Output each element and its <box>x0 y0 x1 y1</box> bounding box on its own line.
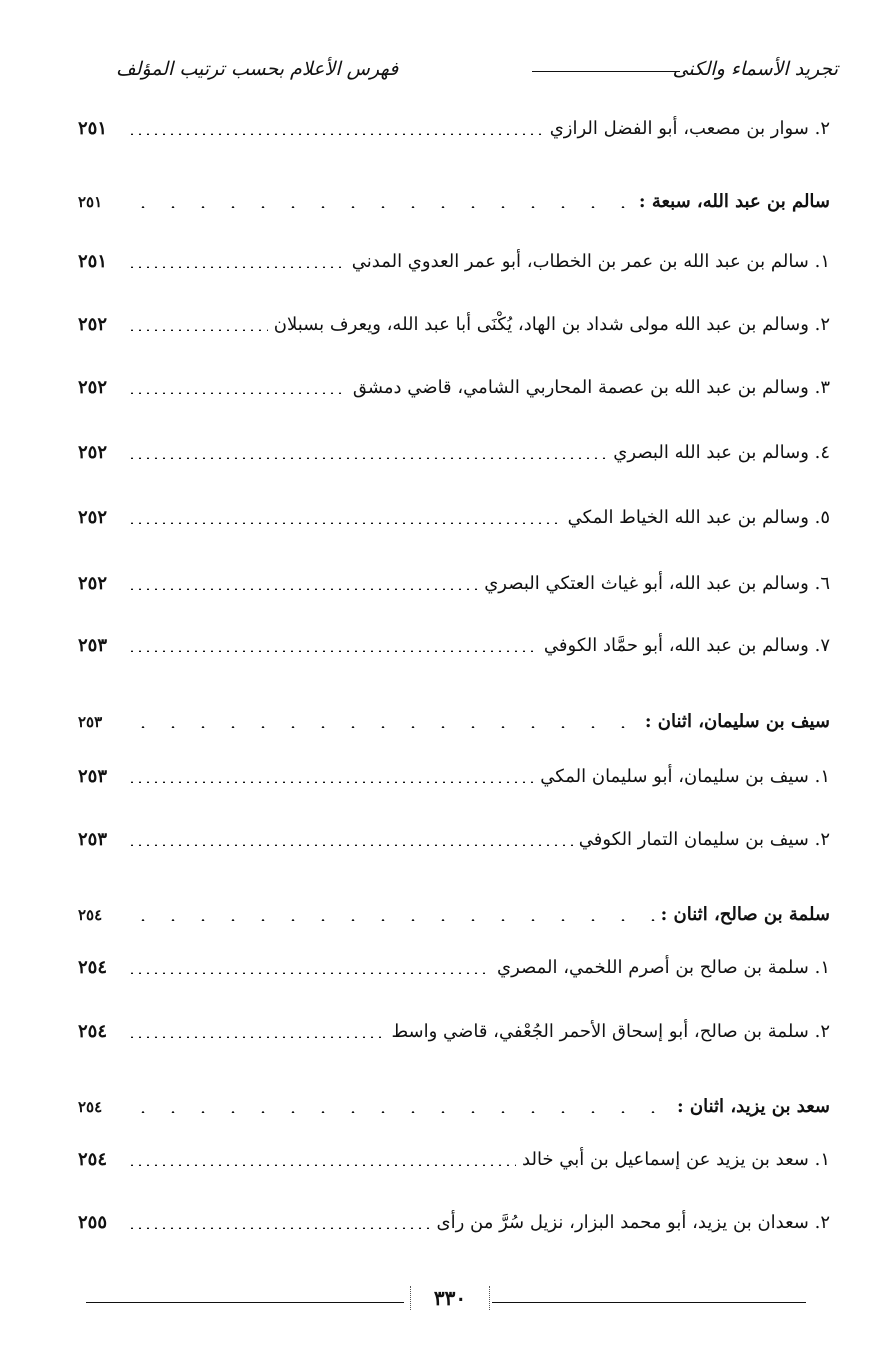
entry-page: ٢٥٤ <box>78 957 108 978</box>
dot-leader <box>128 1111 671 1113</box>
entry-page: ٢٥٢ <box>78 507 108 528</box>
entry-page: ٢٥٤ <box>78 1021 108 1042</box>
index-entry <box>78 1201 830 1235</box>
dot-leader <box>128 266 346 268</box>
header-rule <box>532 71 680 72</box>
entry-page: ٢٥٢ <box>78 573 108 594</box>
entry-page: ٢٥٤ <box>78 1149 108 1170</box>
dot-leader <box>128 781 534 783</box>
entry-page: ٢٥٣ <box>78 766 108 787</box>
footer-rule-right <box>492 1302 806 1303</box>
page-footer <box>86 1286 806 1326</box>
group-title: سعد بن يزيد، اثنان : <box>677 1096 830 1117</box>
entry-title: ١. سعد بن يزيد عن إسماعيل بن أبي خالد <box>522 1149 830 1170</box>
dot-leader <box>128 919 655 921</box>
dot-leader <box>128 726 639 728</box>
entry-title: ٢. سوار بن مصعب، أبو الفضل الرازي <box>549 118 830 139</box>
index-group-heading <box>78 1085 830 1119</box>
index-entry <box>78 562 830 596</box>
dot-leader <box>128 1164 516 1166</box>
index-entry <box>78 496 830 530</box>
dot-leader <box>128 1036 385 1038</box>
entry-title: ٢. وسالم بن عبد الله مولى شداد بن الهاد، يُكْنَى أبا عبد الله، ويعرف بسبلان <box>273 314 830 335</box>
index-group-heading <box>78 700 830 734</box>
section-title: فهرس الأعلام بحسب ترتيب المؤلف <box>116 58 399 80</box>
entry-page: ٢٥١ <box>78 118 108 139</box>
entry-title: ٧. وسالم بن عبد الله، أبو حمَّاد الكوفي <box>543 635 830 656</box>
group-page: ٢٥٤ <box>78 1098 103 1116</box>
group-title: سلمة بن صالح، اثنان : <box>660 904 830 925</box>
dot-leader <box>128 650 538 652</box>
index-entry <box>78 240 830 274</box>
dot-leader <box>128 588 478 590</box>
running-header <box>116 58 838 88</box>
entry-title: ٤. وسالم بن عبد الله البصري <box>613 442 830 463</box>
dot-leader <box>128 392 347 394</box>
book-title: تجريد الأسماء والكنى <box>672 58 838 80</box>
dot-leader <box>128 329 268 331</box>
entry-title: ٢. سعدان بن يزيد، أبو محمد البزار، نزيل سُرَّ من رأى <box>436 1212 830 1233</box>
footer-rule-left <box>86 1302 404 1303</box>
entry-page: ٢٥١ <box>78 251 108 272</box>
dot-leader <box>128 206 633 208</box>
entry-title: ١. سلمة بن صالح بن أصرم اللخمي، المصري <box>496 957 830 978</box>
group-page: ٢٥١ <box>78 193 103 211</box>
index-entry <box>78 818 830 852</box>
dot-leader <box>128 844 573 846</box>
index-entry <box>78 624 830 658</box>
page-number: ٣٣٠ <box>410 1286 490 1310</box>
index-entry <box>78 1138 830 1172</box>
entry-page: ٢٥٥ <box>78 1212 108 1233</box>
entry-title: ١. سالم بن عبد الله بن عمر بن الخطاب، أبو عمر العدوي المدني <box>351 251 830 272</box>
index-entry <box>78 431 830 465</box>
entry-page: ٢٥٢ <box>78 442 108 463</box>
dot-leader <box>128 457 607 459</box>
entry-page: ٢٥٢ <box>78 377 108 398</box>
entry-title: ٦. وسالم بن عبد الله، أبو غياث العتكي البصري <box>484 573 830 594</box>
entry-page: ٢٥٣ <box>78 829 108 850</box>
index-entry <box>78 303 830 337</box>
entry-page: ٢٥٣ <box>78 635 108 656</box>
entry-page: ٢٥٢ <box>78 314 108 335</box>
entry-title: ٢. سلمة بن صالح، أبو إسحاق الأحمر الجُعْفي، قاضي واسط <box>391 1021 830 1042</box>
index-entry <box>78 1010 830 1044</box>
group-page: ٢٥٤ <box>78 906 103 924</box>
group-page: ٢٥٣ <box>78 713 103 731</box>
entry-title: ٥. وسالم بن عبد الله الخياط المكي <box>567 507 830 528</box>
entry-title: ٢. سيف بن سليمان التمار الكوفي <box>578 829 830 850</box>
dot-leader <box>128 1227 431 1229</box>
dot-leader <box>128 133 544 135</box>
index-group-heading <box>78 893 830 927</box>
index-entry <box>78 946 830 980</box>
entry-title: ١. سيف بن سليمان، أبو سليمان المكي <box>540 766 830 787</box>
group-title: سيف بن سليمان، اثنان : <box>644 711 830 732</box>
index-entry <box>78 755 830 789</box>
entry-title: ٣. وسالم بن عبد الله بن عصمة المحاربي الشامي، قاضي دمشق <box>352 377 830 398</box>
group-title: سالم بن عبد الله، سبعة : <box>638 191 830 212</box>
index-entry <box>78 107 830 141</box>
dot-leader <box>128 522 562 524</box>
index-group-heading <box>78 180 830 214</box>
index-entry <box>78 366 830 400</box>
dot-leader <box>128 972 491 974</box>
